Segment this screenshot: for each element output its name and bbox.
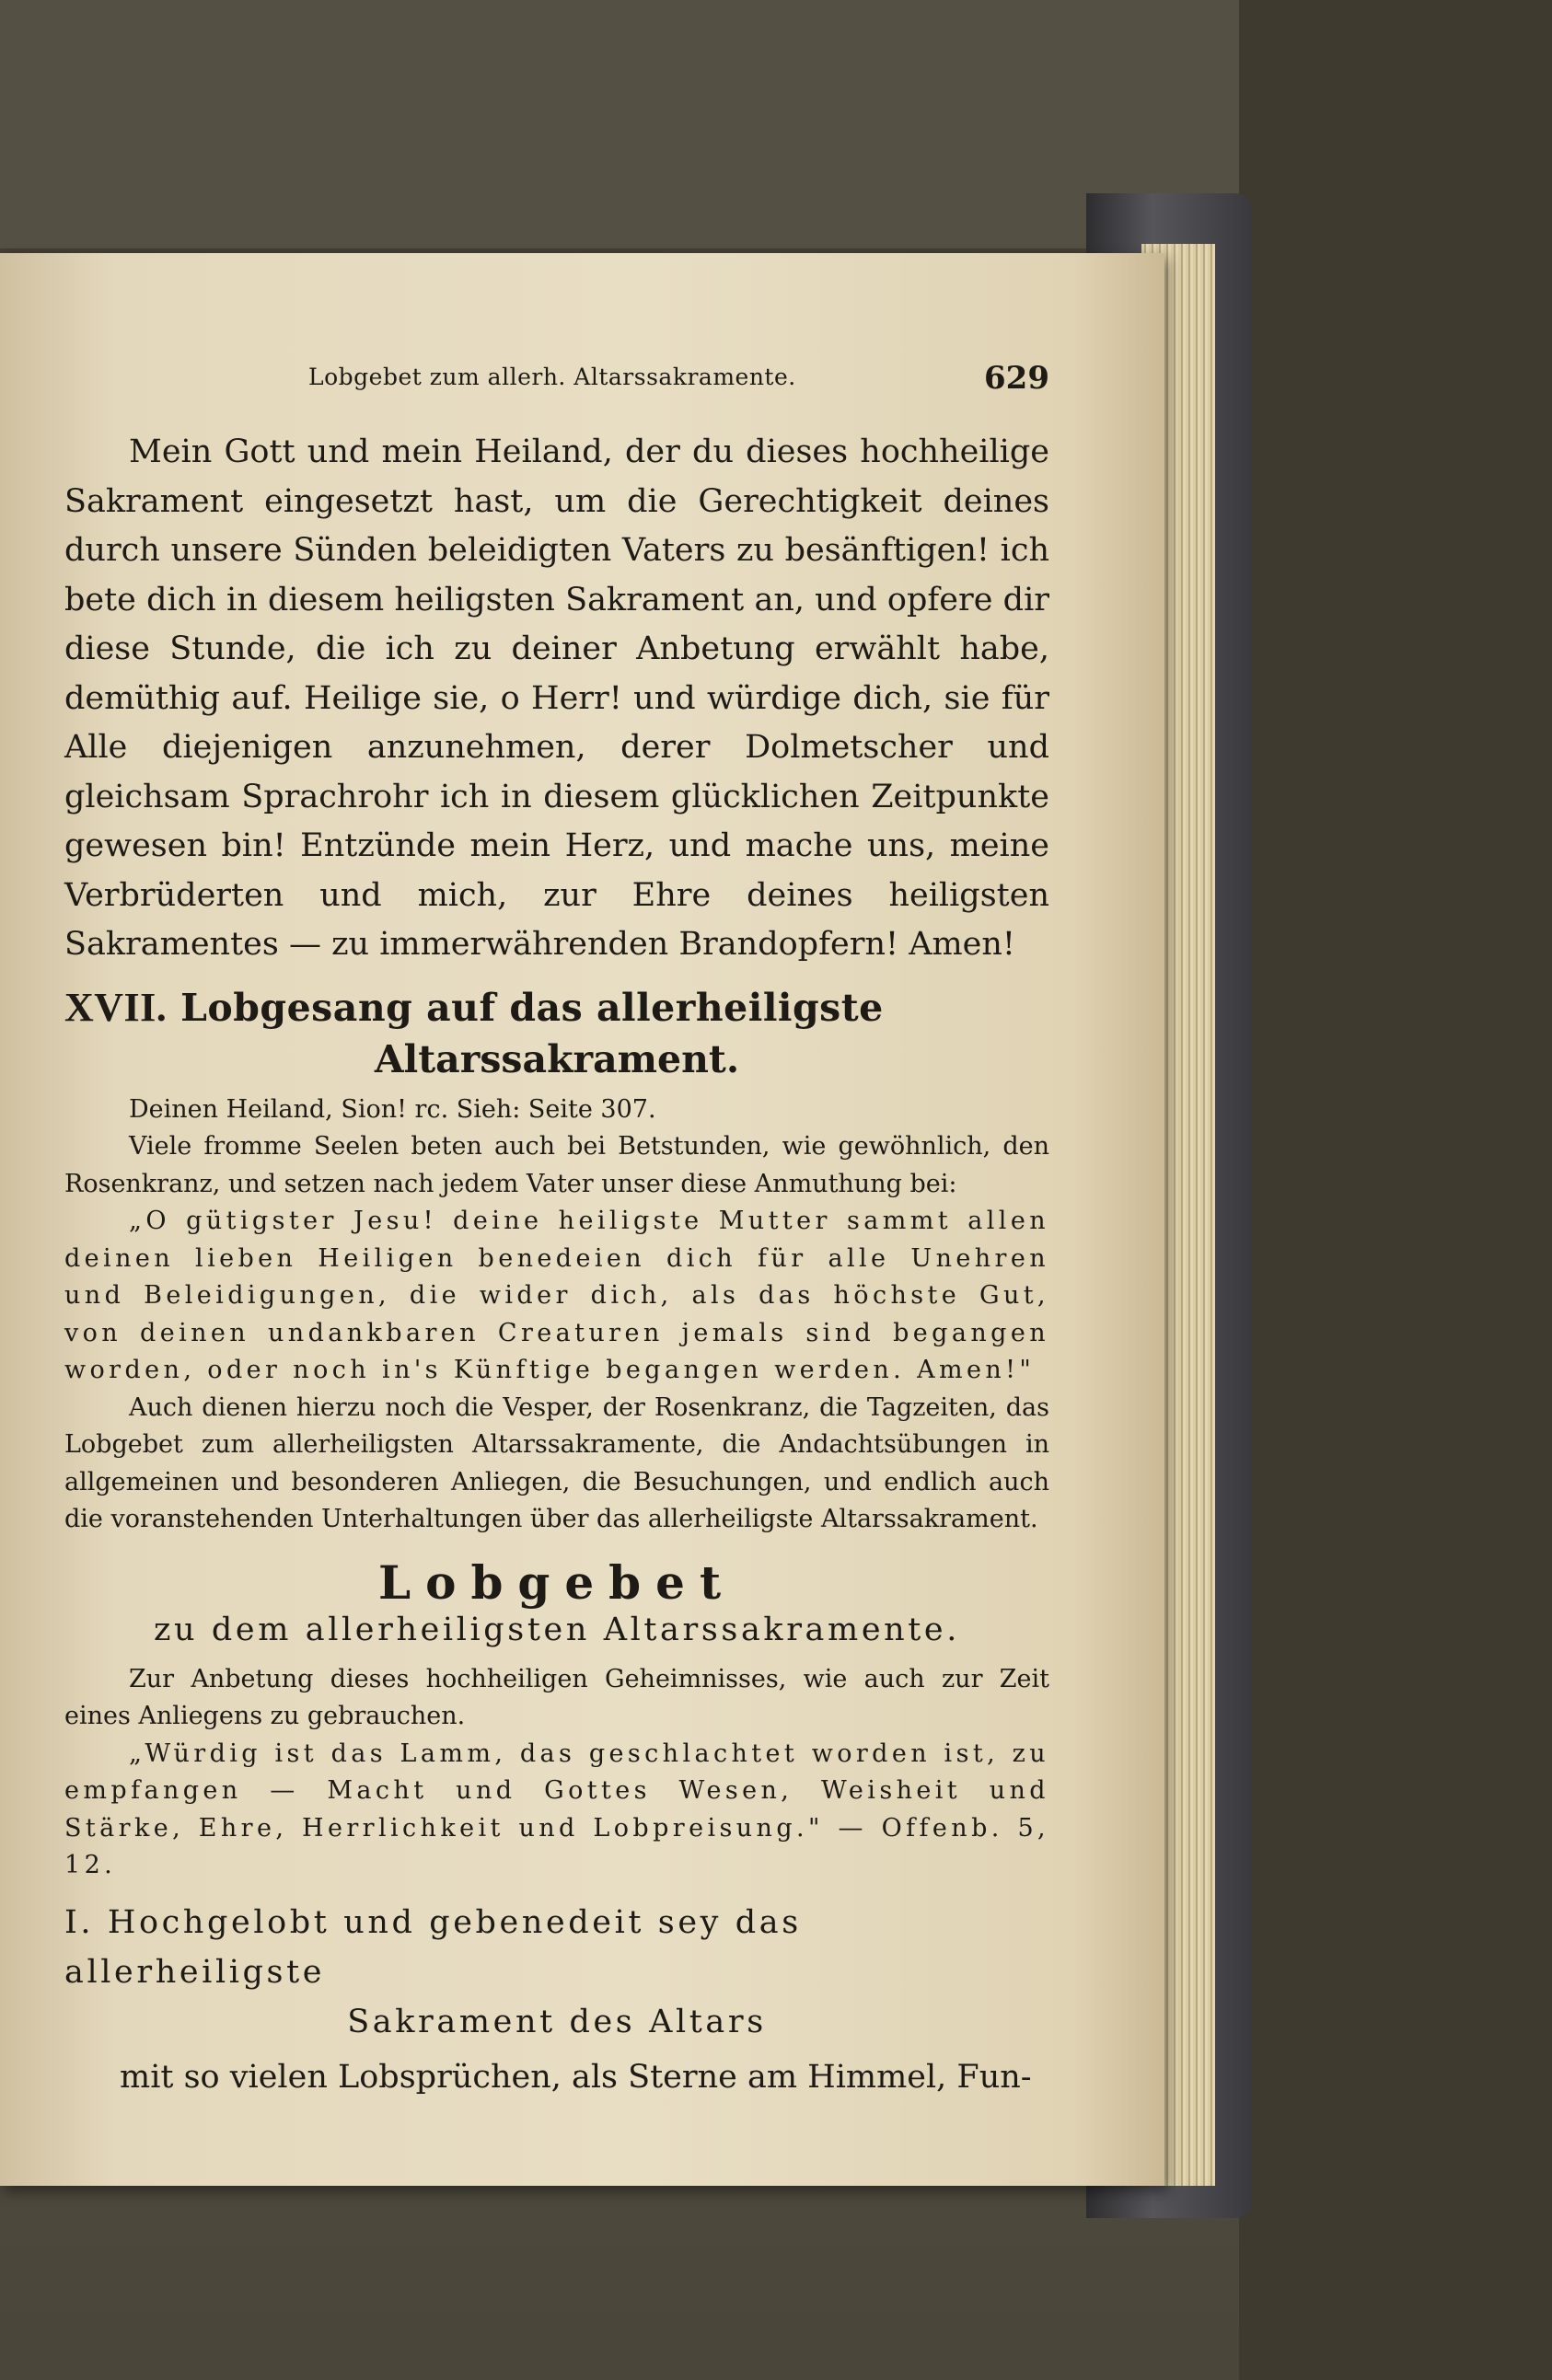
lobgebet-quote: „Würdig ist das Lamm, das geschlachtet worden ist, zu empfangen — Macht und Gottes Wesen, Weisheit und Stärke, Ehre, Herrlichkeit und Lobpreisung." — Offenb. 5, 12. [64,1739,1049,1879]
book-page [0,253,1164,2186]
lobgebet-subtitle: zu dem allerheiligsten Altarssakramente. [154,1611,960,1648]
lobgebet-title: Lobgebet [377,1554,736,1610]
section-note-2: Auch dienen hierzu noch die Vesper, der Rosenkranz, die Tagzeiten, das Lobgebet zum allerheiligsten Altarssakramente, die Andachtsübungen in allgemeinen und besonderen Anliegen, die Besuchungen, und endlich auch die voranstehenden Unterhaltungen über das allerheiligste Altarssakrament. [64,1392,1049,1533]
background-right [1239,0,1552,2380]
section-title [64,985,1049,1031]
running-head: Lobgebet zum allerh. Altarssakramente. [308,364,796,390]
item1-line1: I. Hochgelobt und gebenedeit sey das allerheiligste [64,1903,802,1991]
section-title-line1: Lobgesang auf das allerheiligste [180,985,884,1030]
melody-reference: Deinen Heiland, Sion! rc. Sieh: Seite 307. [129,1094,656,1124]
page-content [64,360,1049,2102]
page-number: 629 [984,360,1049,397]
section-number: XVII. [64,984,168,1030]
prayer-text: „O gütigster Jesu! deine heiligste Mutter sammt allen deinen lieben Heiligen benedeien dich für alle Unehren und Beleidigungen, die wider dich, als das höchste Gut, von deinen undankbaren Creaturen jemals sind begangen worden, oder noch in's Künftige begangen werden. Amen!" [64,1207,1049,1384]
lobgebet-instruction: Zur Anbetung dieses hochheiligen Geheimnisses, wie auch zur Zeit eines Anliegens zu gebrauchen. [64,1664,1049,1730]
item1-line2: Sakrament des Altars [347,2003,767,2040]
section-note: Viele fromme Seelen beten auch bei Betstunden, wie gewöhnlich, den Rosenkranz, und setzen nach jedem Vater unser diese Anmuthung bei: [64,1132,1049,1198]
item1-line3: mit so vielen Lobsprüchen, als Sterne am Himmel, Fun- [120,2058,1032,2096]
intro-paragraph: Mein Gott und mein Heiland, der du dieses hochheilige Sakrament eingesetzt hast, um die Gerechtigkeit deines durch unsere Sünden beleidigten Vaters zu besänftigen! ich bete dich in diesem heiligsten Sakrament an, und opfere dir diese Stunde, die ich zu deiner Anbetung erwählt habe, demüthig auf. Heilige sie, o Herr! und würdige dich, sie für Alle diejenigen anzunehmen, derer Dolmetscher und gleichsam Sprachrohr ich in diesem glücklichen Zeitpunkte gewesen bin! Entzünde mein Herz, und mache uns, meine Verbrüderten und mich, zur Ehre deines heiligsten Sakramentes — zu immerwährenden Brandopfern! Amen! [64,433,1049,963]
page-header [64,360,1049,400]
section-title-line2: Altarssakrament. [374,1036,740,1081]
